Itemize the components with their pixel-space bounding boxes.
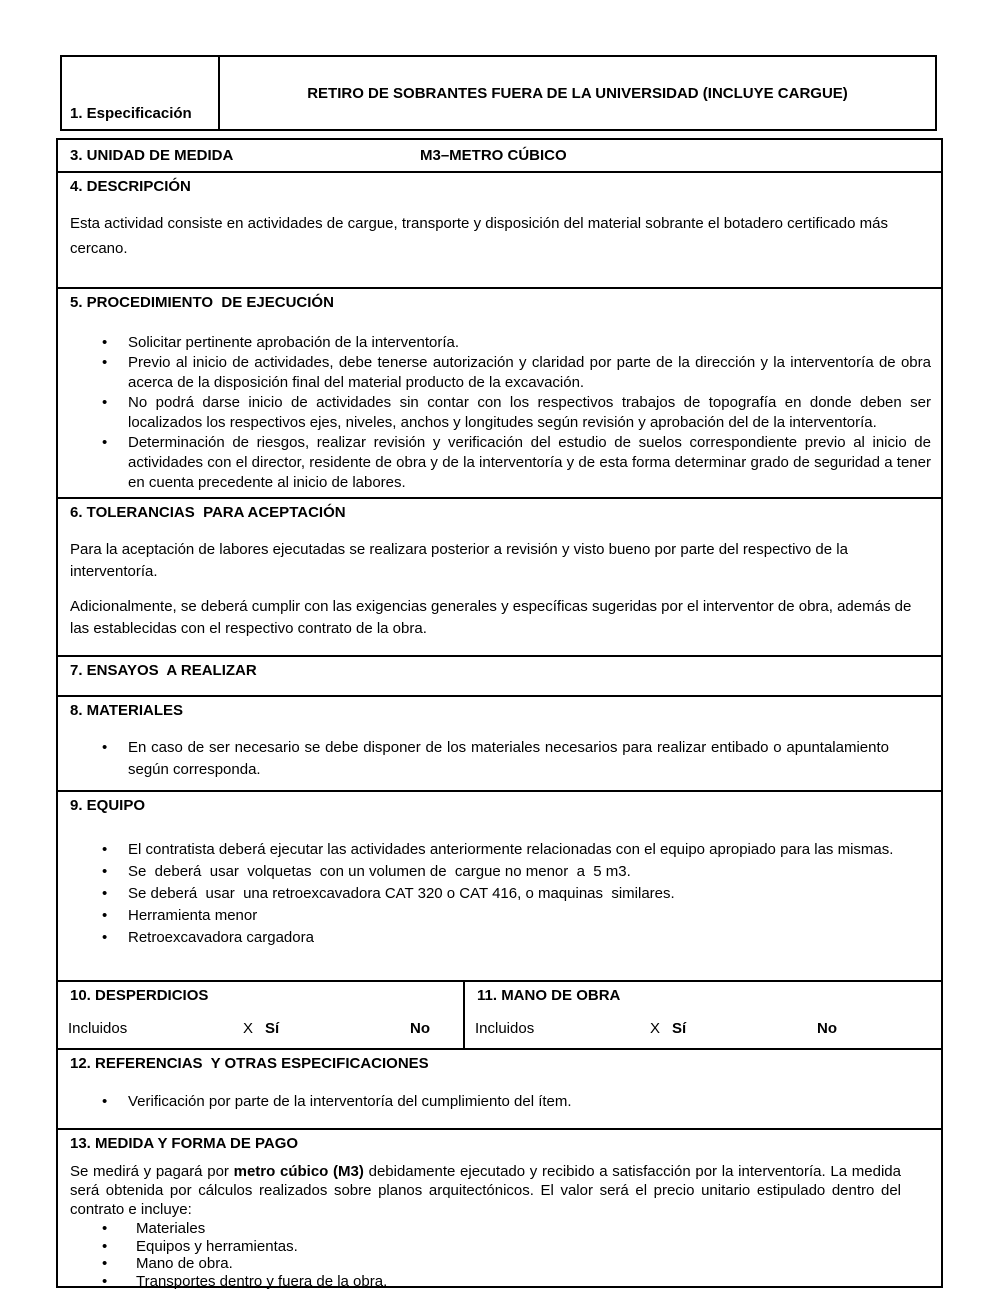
- spec-title: RETIRO DE SOBRANTES FUERA DE LA UNIVERSIDAD (INCLUYE CARGUE): [307, 84, 848, 102]
- list-item: • Materiales: [58, 1220, 941, 1238]
- description-heading: 4. DESCRIPCIÓN: [70, 178, 191, 195]
- references-heading: 12. REFERENCIAS Y OTRAS ESPECIFICACIONES: [70, 1055, 429, 1072]
- section-materiales: [58, 695, 941, 790]
- list-item: • Determinación de riesgos, realizar revisión y verificación del estudio de suelos correspondiente previo al inicio de actividades con el director, residente de obra y de la interventoría y de esta forma determinar grado de seguridad a tener en cuenta precedente al inicio de labores.: [58, 433, 941, 493]
- tests-heading: 7. ENSAYOS A REALIZAR: [70, 662, 257, 679]
- section-referencias: [58, 1048, 941, 1128]
- equipment-list: [58, 839, 941, 949]
- section-descripcion: [58, 171, 941, 287]
- waste-included-line: [58, 1020, 463, 1040]
- list-item: • En caso de ser necesario se debe disponer de los materiales necesarios para realizar entibado o apuntalamiento según corresponda.: [58, 737, 941, 781]
- unit-value: M3–METRO CÚBICO: [420, 147, 567, 164]
- list-item: • Herramienta menor: [58, 905, 941, 927]
- spec-number-cell: [62, 57, 220, 129]
- payment-heading: 13. MEDIDA Y FORMA DE PAGO: [70, 1135, 299, 1152]
- list-item: • Se deberá usar una retroexcavadora CAT 320 o CAT 416, o maquinas similares.: [58, 883, 941, 905]
- tolerances-paragraph-1: Para la aceptación de labores ejecutadas se realizara posterior a revisión y visto bueno por parte del respectivo de la interventoría.: [70, 541, 848, 580]
- procedure-list: [58, 333, 941, 493]
- section-medida-forma-pago: [58, 1128, 941, 1290]
- list-item: • Transportes dentro y fuera de la obra.: [58, 1273, 941, 1291]
- section-equipo: [58, 790, 941, 980]
- waste-yes-check: X: [243, 1020, 254, 1037]
- payment-list: [58, 1220, 941, 1290]
- section-unidad-de-medida: [58, 140, 941, 171]
- list-item: • Solicitar pertinente aprobación de la interventoría.: [58, 333, 941, 353]
- waste-yes-label: Sí: [265, 1020, 280, 1037]
- list-item: • Previo al inicio de actividades, debe tenerse autorización y claridad por parte de la dirección y la interventoría de obra acerca de la disposición final del material producto de la excavación.: [58, 353, 941, 393]
- list-item: • Verificación por parte de la interventoría del cumplimiento del ítem.: [58, 1092, 941, 1112]
- spec-label: 1. Especificación: [70, 105, 192, 122]
- labor-yes-check: X: [650, 1020, 661, 1037]
- list-item: • No podrá darse inicio de actividades sin contar con los respectivos trabajos de topografía en donde deben ser localizados los respectivos ejes, niveles, anchos y longitudes según revisión y aprobación del de la interventoría.: [58, 393, 941, 433]
- labor-no-label: No: [817, 1020, 837, 1037]
- labor-cell: [465, 982, 941, 1048]
- list-item: • Equipos y herramientas.: [58, 1238, 941, 1256]
- payment-intro: [58, 1162, 941, 1219]
- labor-included-line: [465, 1020, 941, 1040]
- list-item: • El contratista deberá ejecutar las actividades anteriormente relacionadas con el equipo apropiado para las mismas.: [58, 839, 941, 861]
- list-item: • Mano de obra.: [58, 1255, 941, 1273]
- section-tolerancias: [58, 497, 941, 655]
- payment-intro-after: debidamente ejecutado y recibido a satisfacción por la interventoría. La medida será obtenida por cálculos realizados sobre planos arquitectónicos. El valor será el precio unitario estipulado dentro del contrato e incluye:: [70, 1163, 901, 1218]
- section-ensayos: [58, 655, 941, 695]
- list-item: • Se deberá usar volquetas con un volumen de cargue no menor a 5 m3.: [58, 861, 941, 883]
- unit-heading: 3. UNIDAD DE MEDIDA: [70, 147, 234, 164]
- waste-heading: 10. DESPERDICIOS: [70, 987, 209, 1004]
- description-body: Esta actividad consiste en actividades de cargue, transporte y disposición del material sobrante el botadero certificado más cercano.: [70, 215, 888, 257]
- waste-cell: [58, 982, 465, 1048]
- section-desperdicios-mano-de-obra: [58, 980, 941, 1048]
- waste-no-label: No: [410, 1020, 430, 1037]
- list-item: • Retroexcavadora cargadora: [58, 927, 941, 949]
- materials-list: [58, 737, 941, 781]
- section-procedimiento: [58, 287, 941, 497]
- labor-heading: 11. MANO DE OBRA: [477, 987, 621, 1004]
- payment-intro-before: Se medirá y pagará por: [70, 1163, 234, 1180]
- references-list: [58, 1092, 941, 1112]
- tolerances-heading: 6. TOLERANCIAS PARA ACEPTACIÓN: [70, 504, 346, 521]
- equipment-heading: 9. EQUIPO: [70, 797, 146, 814]
- labor-included-label: Incluidos: [475, 1020, 535, 1037]
- payment-intro-bold: metro cúbico (M3): [233, 1163, 364, 1180]
- spec-table: [56, 138, 943, 1288]
- spec-header-row: [60, 55, 937, 131]
- materials-heading: 8. MATERIALES: [70, 702, 184, 719]
- labor-yes-label: Sí: [672, 1020, 687, 1037]
- waste-included-label: Incluidos: [68, 1020, 128, 1037]
- procedure-heading: 5. PROCEDIMIENTO DE EJECUCIÓN: [70, 294, 334, 311]
- tolerances-paragraph-2: Adicionalmente, se deberá cumplir con las exigencias generales y específicas sugeridas por el interventor de obra, además de las establecidas con el respectivo contrato de la obra.: [70, 598, 912, 637]
